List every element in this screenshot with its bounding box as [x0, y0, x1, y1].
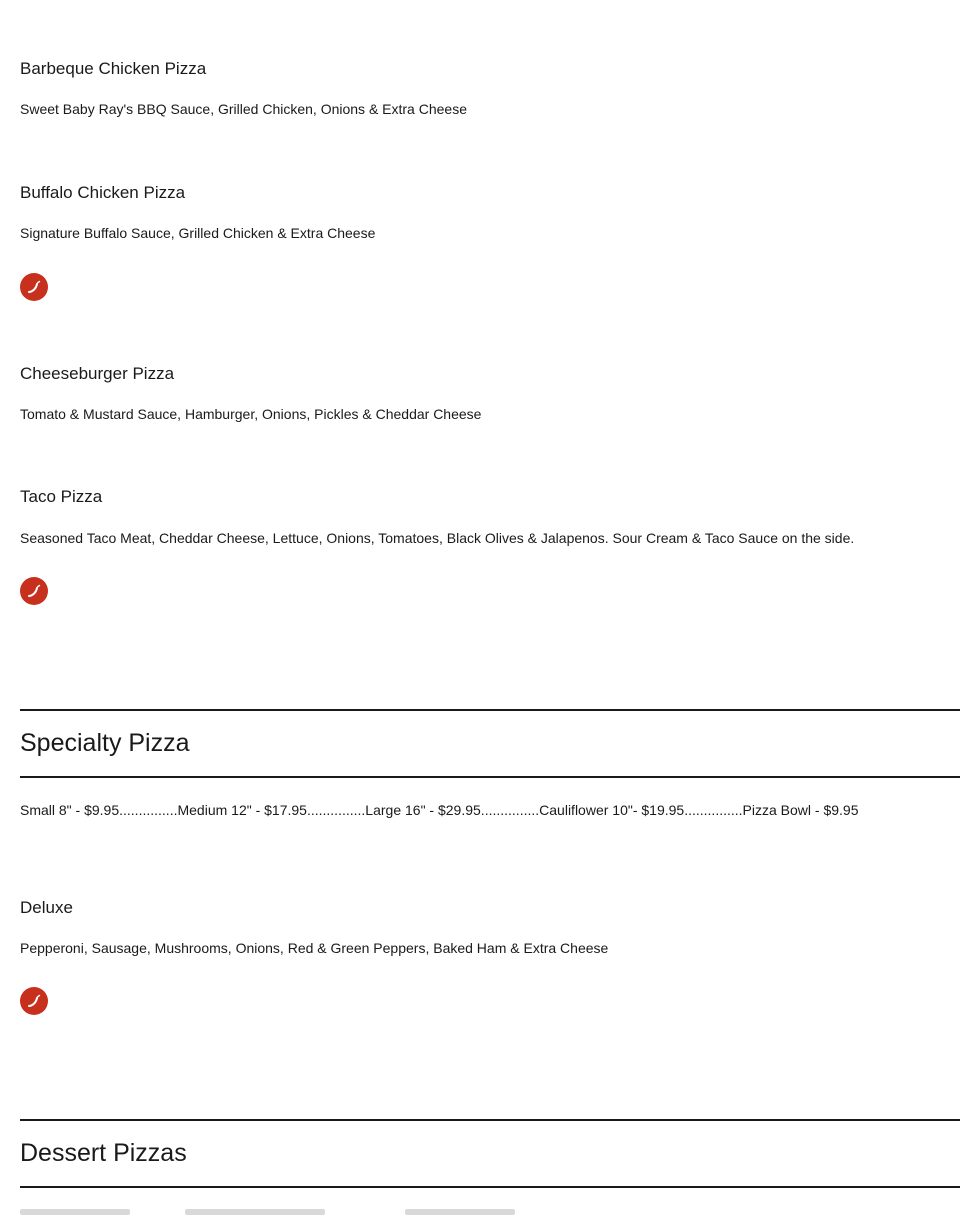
menu-item-description: Signature Buffalo Sauce, Grilled Chicken & Extra Cheese: [20, 225, 376, 241]
menu-item-buffalo-chicken-pizza: [20, 182, 960, 242]
menu-item-description: Seasoned Taco Meat, Cheddar Cheese, Lettuce, Onions, Tomatoes, Black Olives & Jalapenos. Sour Cream & Taco Sauce on the side.: [20, 530, 855, 546]
size-price-list: Small 8" - $9.95...............Medium 12" - $17.95...............Large 16" - $29.95...............Cauliflower 10"- $19.95...............Pizza Bowl - $9.95: [20, 802, 859, 818]
cut-off-text: [20, 1209, 130, 1215]
menu-item-cheeseburger-pizza: [20, 363, 960, 423]
menu-item-name: Buffalo Chicken Pizza: [20, 183, 186, 202]
menu-item-name: Deluxe: [20, 898, 73, 917]
section-divider-bottom: [20, 776, 960, 778]
chili-pepper-icon: [20, 987, 48, 1015]
chili-pepper-icon: [20, 577, 48, 605]
section-divider-bottom: [20, 1186, 960, 1188]
section-title-dessert: Dessert Pizzas: [20, 1139, 187, 1167]
menu-item-description: Pepperoni, Sausage, Mushrooms, Onions, Red & Green Peppers, Baked Ham & Extra Cheese: [20, 940, 609, 956]
menu-item-name: Taco Pizza: [20, 487, 103, 506]
cut-off-text: [405, 1209, 515, 1215]
section-divider-top: [20, 709, 960, 711]
menu-item-name: Barbeque Chicken Pizza: [20, 59, 207, 78]
menu-item-name: Cheeseburger Pizza: [20, 364, 175, 383]
menu-item-deluxe: [20, 897, 960, 957]
section-divider-top: [20, 1119, 960, 1121]
menu-item-taco-pizza: [20, 486, 960, 547]
chili-pepper-icon: [20, 273, 48, 301]
menu-item-description: Tomato & Mustard Sauce, Hamburger, Onions, Pickles & Cheddar Cheese: [20, 406, 482, 422]
menu-item-barbeque-chicken-pizza: [20, 58, 960, 118]
menu-item-description: Sweet Baby Ray's BBQ Sauce, Grilled Chicken, Onions & Extra Cheese: [20, 101, 467, 117]
section-title-specialty: Specialty Pizza: [20, 729, 190, 757]
cut-off-text: [185, 1209, 325, 1215]
